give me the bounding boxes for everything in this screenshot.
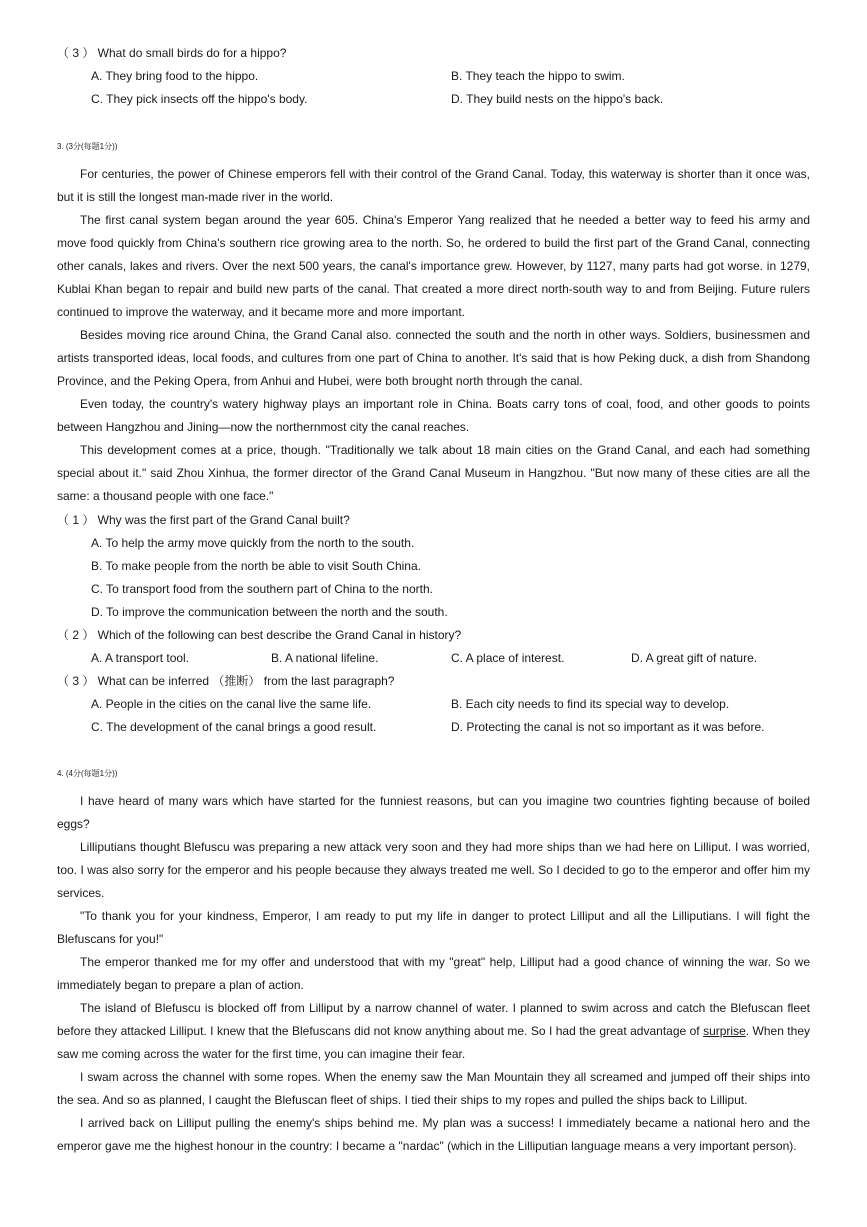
paragraph-text: The island of Blefuscu is blocked off from Lilliput by a narrow channel of water. I planned to swim across and catch the Blefuscan fleet before they attacked Lilliput. I knew that the Blefuscans did not know anything about me. So I had the great advantage of [57, 1001, 810, 1038]
passage-paragraph: The first canal system began around the year 605. China's Emperor Yang realized that he needed a better way to feed his army and move food quickly from China's southern rice growing area to the north. So, he ordered to build the first part of the Grand Canal, connecting other canals, lakes and rivers. Over the next 500 years, the canal's importance grew. However, by 1127, many parts had got worse. in 1279, Kublai Khan began to repair and build new parts of the canal. That created a more direct north-south way to and from Beijing. Future rulers continued to improve the waterway, and it became more and more important. [57, 213, 810, 319]
passage-paragraph: The emperor thanked me for my offer and understood that with my "great" help, Lilliput had a good chance of winning the war. So we immediately began to prepare a plan of action. [57, 955, 810, 992]
paragraph-text: . When they saw me coming across the water for the first time, you can imagine their fear. [57, 1024, 810, 1061]
option-c: C. To transport food from the southern part of China to the north. [91, 582, 433, 596]
option-d: D. A great gift of nature. [631, 651, 758, 665]
passage-paragraph: For centuries, the power of Chinese emperors fell with their control of the Grand Canal. Today, this waterway is shorter than it once was, but it is still the longest man-made river in the world. [57, 167, 810, 204]
passage-paragraph: This development comes at a price, though. "Traditionally we talk about 18 main cities on the Grand Canal, and each had something special about it." said Zhou Xinhua, the former director of the Grand Canal Museum in Hangzhou. "But now many of these cities are all the same: a thousand people with one face." [57, 443, 810, 503]
option-a: A. A transport tool. [91, 651, 190, 665]
option-d: D. Protecting the canal is not so important as it was before. [451, 720, 765, 734]
passage-paragraph: I arrived back on Lilliput pulling the enemy's ships behind me. My plan was a success! I immediately became a national hero and the emperor gave me the highest honour in the country: I became a "nardac" (which in the Lilliputian language means a very important person). [57, 1116, 810, 1153]
passage-paragraph: "To thank you for your kindness, Emperor, I am ready to put my life in danger to protect Lilliput and all the Lilliputians. I will fight the Blefuscans for you!" [57, 909, 810, 946]
option-b: B. Each city needs to find its special way to develop. [451, 697, 730, 711]
option-d: D. To improve the communication between the north and the south. [91, 605, 448, 619]
passage-paragraph: Even today, the country's watery highway plays an important role in China. Boats carry tons of coal, food, and other goods to points between Hangzhou and Jining—now the northernmost city the canal reaches. [57, 397, 810, 434]
option-b: B. A national lifeline. [271, 651, 379, 665]
passage-paragraph: I have heard of many wars which have started for the funniest reasons, but can you imagine two countries fighting because of boiled eggs? [57, 794, 810, 831]
section-header: 3. (3分(每题1分)) [57, 142, 118, 151]
question-text: （ 3 ） What do small birds do for a hippo? [57, 46, 287, 60]
option-d: D. They build nests on the hippo's back. [451, 92, 664, 106]
passage-paragraph: Lilliputians thought Blefuscu was preparing a new attack very soon and they had more ships than we had here on Lilliput. I was worried, too. I was also sorry for the emperor and his people because they always treated me well. So I decided to go to the emperor and offer him my services. [57, 840, 810, 900]
question-text: （ 3 ） What can be inferred （推断） from the last paragraph? [57, 674, 395, 688]
question-text: （ 2 ） Which of the following can best describe the Grand Canal in history? [57, 628, 462, 642]
option-a: A. People in the cities on the canal live the same life. [91, 697, 372, 711]
question-text: （ 1 ） Why was the first part of the Grand Canal built? [57, 513, 350, 527]
option-c: C. They pick insects off the hippo's body. [91, 92, 308, 106]
section-header: 4. (4分(每题1分)) [57, 769, 118, 778]
passage-paragraph: Besides moving rice around China, the Grand Canal also. connected the south and the north in other ways. Soldiers, businessmen and artists transported ideas, local foods, and cultures from one part of China to another. It's said that is how Peking duck, a dish from Shandong Province, and the Peking Opera, from Anhui and Hubei, were both brought north through the canal. [57, 328, 810, 388]
passage-paragraph [57, 997, 810, 1066]
option-c: C. A place of interest. [451, 651, 565, 665]
option-a: A. To help the army move quickly from the north to the south. [91, 536, 415, 550]
option-c: C. The development of the canal brings a good result. [91, 720, 377, 734]
option-b: B. To make people from the north be able to visit South China. [91, 559, 421, 573]
passage-paragraph: I swam across the channel with some ropes. When the enemy saw the Man Mountain they all screamed and jumped off their ships into the sea. And so as planned, I caught the Blefuscan fleet of ships. I tied their ships to my ropes and pulled the ships back to Lilliput. [57, 1070, 810, 1107]
underlined-word: surprise [703, 1024, 746, 1038]
option-b: B. They teach the hippo to swim. [451, 69, 625, 83]
option-a: A. They bring food to the hippo. [91, 69, 259, 83]
